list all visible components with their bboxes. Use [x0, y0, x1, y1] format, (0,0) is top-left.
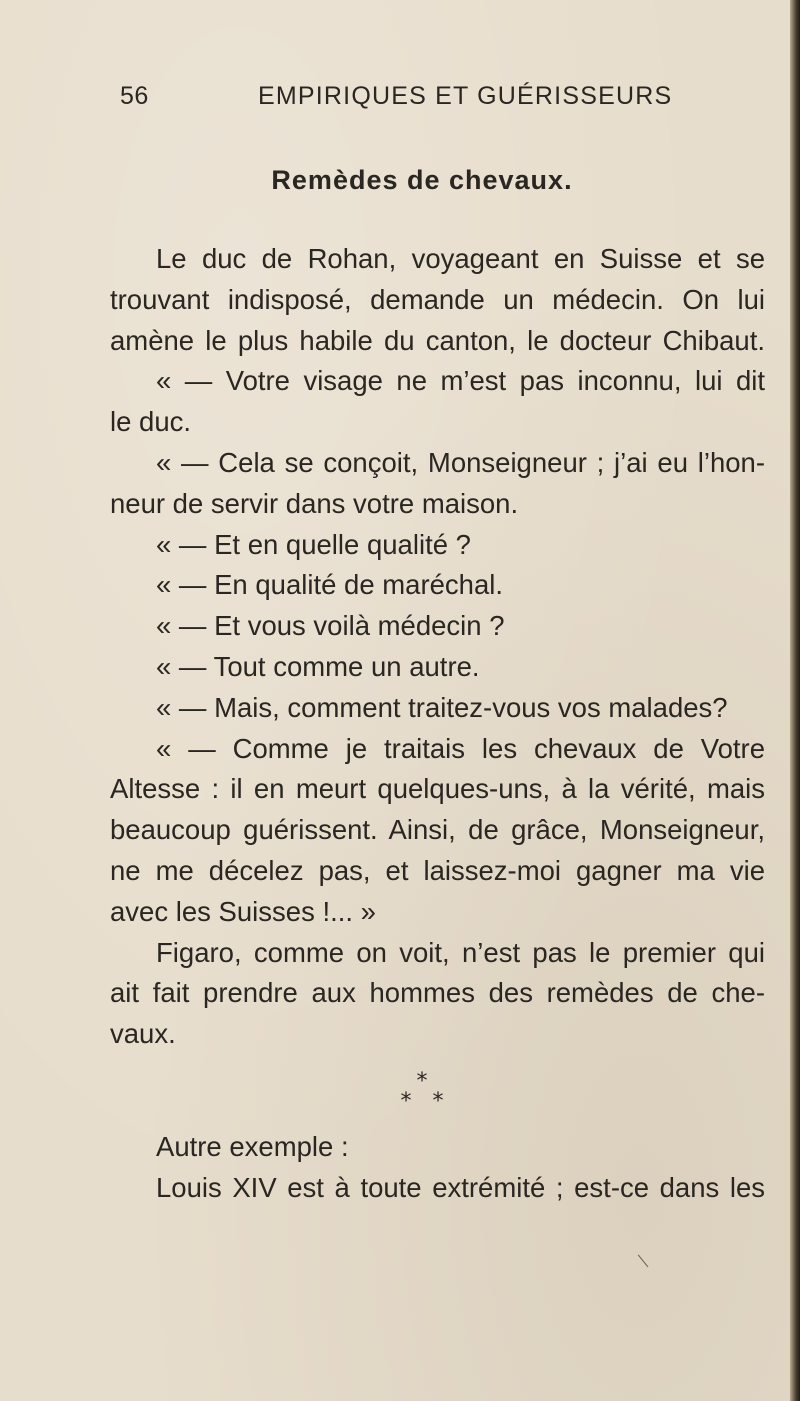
paragraph: [110, 361, 765, 443]
text-line: vaux.: [110, 1018, 176, 1050]
paragraph: [110, 565, 765, 606]
section-separator: [0, 1069, 800, 1114]
text-line: « — Et vous voilà médecin ?: [156, 610, 505, 642]
text-line: Altesse : il en meurt quelques-uns, à la vérité, mais: [110, 773, 765, 805]
text-line: Le duc de Rohan, voyageant en Suisse et se: [156, 243, 765, 274]
text-line: amène le plus habile du canton, le docteur Chibaut.: [110, 324, 765, 356]
page-header: [0, 82, 800, 118]
text-line: « — Votre visage ne m’est pas inconnu, lui dit: [156, 365, 765, 397]
text-line: ait fait prendre aux hommes des remèdes de che-: [110, 977, 765, 1009]
text-line: « — Tout comme un autre.: [156, 650, 480, 682]
paragraph: [110, 729, 765, 933]
paragraph: [110, 525, 765, 566]
page-edge-shadow: [790, 0, 800, 1401]
text-line: le duc.: [110, 406, 192, 438]
text-line: « — En qualité de maréchal.: [156, 569, 503, 601]
page-number: 56: [120, 82, 149, 110]
text-line: « — Et en quelle qualité ?: [156, 528, 471, 560]
text-line: beaucoup guérissent. Ainsi, de grâce, Monseigneur,: [110, 814, 765, 846]
running-head: EMPIRIQUES ET GUÉRISSEURS: [258, 82, 673, 110]
text-line: trouvant indisposé, demande un médecin. On lui: [110, 283, 765, 315]
paragraph: [110, 443, 765, 525]
text-line: Figaro, comme on voit, n’est pas le premier qui: [156, 936, 765, 968]
section-title: Remèdes de chevaux.: [271, 165, 573, 195]
paragraph: [110, 239, 765, 361]
text-line: neur de servir dans votre maison.: [110, 487, 519, 519]
paragraph: [110, 606, 765, 647]
text-line: « — Mais, comment traitez-vous vos malades?: [156, 691, 728, 723]
stray-mark: \: [635, 1247, 651, 1274]
asterisk-bottom: * *: [400, 1089, 444, 1114]
text-line: ne me décelez pas, et laissez-moi gagner ma vie: [110, 854, 765, 886]
text-line: « — Comme je traitais les chevaux de Votre: [156, 732, 765, 764]
paragraph: [110, 647, 765, 688]
body-text: [110, 239, 765, 1055]
text-line: avec les Suisses !... »: [110, 895, 376, 927]
asterisk-top: *: [416, 1069, 428, 1094]
paragraph: [110, 688, 765, 729]
text-line: Louis XIV est à toute extrémité ; est-ce dans les: [156, 1171, 765, 1203]
paragraph: [110, 933, 765, 1055]
text-line: Autre exemple :: [156, 1131, 349, 1162]
text-line: « — Cela se conçoit, Monseigneur ; j’ai eu l’hon-: [156, 446, 765, 478]
following-text: [110, 1127, 765, 1209]
